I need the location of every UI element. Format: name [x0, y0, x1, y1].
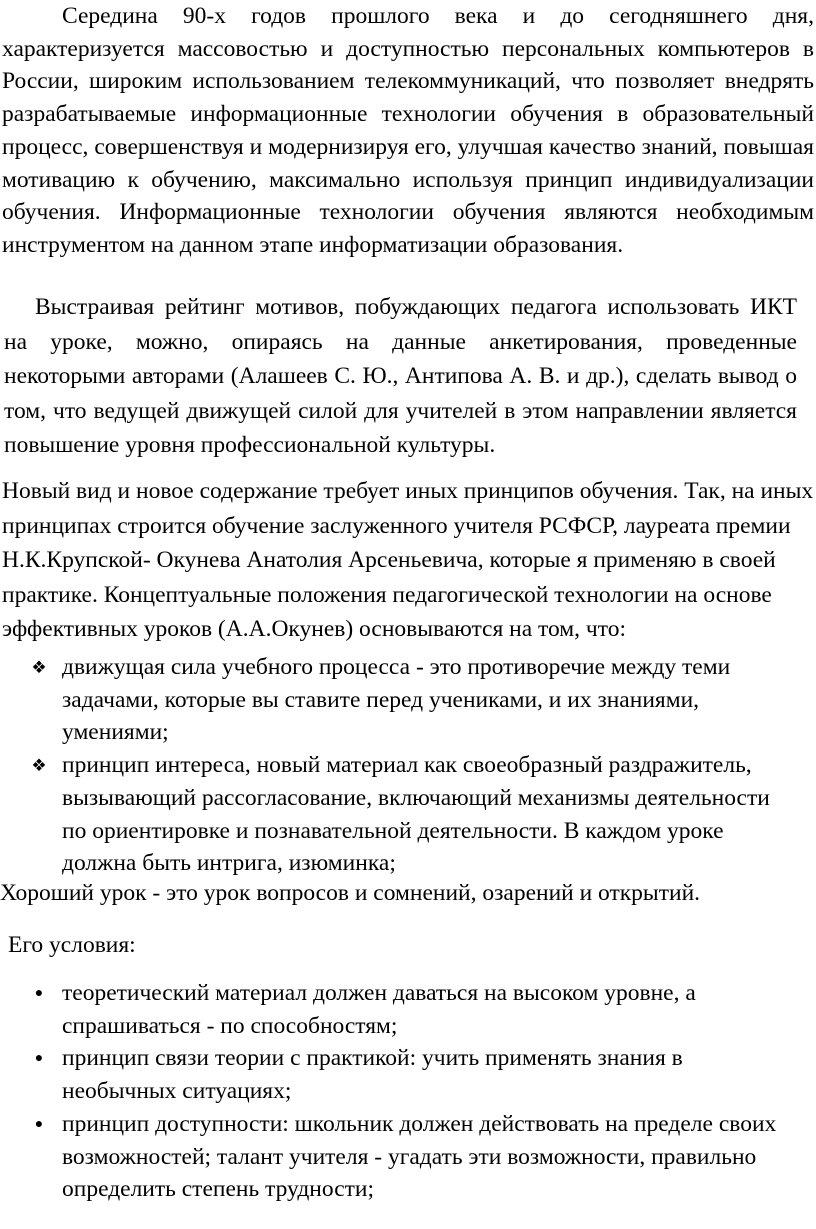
list-item	[26, 977, 786, 1042]
list-item-text: принцип связи теории с практикой: учить применять знания в необычных ситуациях;	[62, 1045, 683, 1105]
list-item	[26, 749, 786, 880]
paragraph-intro: Середина 90-х годов прошлого века и до сегодняшнего дня, характеризуется массовостью и доступностью персональных компьютеров в России, широким использованием телекоммуникаций, что позволяет внедрять разрабатываемые информационные технологии обучения в образовательный процесс, совершенствуя и модернизируя его, улучшая качество знаний, повышая мотивацию к обучению, максимально используя принцип индивидуализации обучения. Информационные технологии обучения являются необходимым инструментом на данном этапе информатизации образования.	[2, 3, 814, 258]
list-item	[26, 1108, 786, 1206]
list-item-text: принцип доступности: школьник должен действовать на пределе своих возможностей; талант учителя - угадать эти возможности, правильно определить степень трудности;	[62, 1110, 777, 1203]
list-item	[26, 1042, 786, 1107]
list-item	[26, 651, 786, 749]
paragraph-good-lesson: Хороший урок - это урок вопросов и сомнений, озарений и открытий.	[0, 880, 701, 906]
list-item-text: теоретический материал должен даваться на высоком уровне, а спрашиваться - по способностям;	[62, 980, 696, 1039]
bullet-dot-icon: ●	[34, 986, 44, 1001]
diamond-bullet-icon: ❖	[31, 756, 47, 776]
paragraph-principles: Новый вид и новое содержание требует иных принципов обучения. Так, на иных принципах строится обучение заслуженного учителя РСФСР, лауреата премии Н.К.Крупской- Окунева Анатолия Арсеньевича, которые я применяю в своей практике. Концептуальные положения педагогической технологии на основе эффективных уроков (А.А.Окунев) основываются на том, что:	[2, 478, 814, 642]
paragraph-motives: Выстраивая рейтинг мотивов, побуждающих педагога использовать ИКТ на уроке, можно, опираясь на данные анкетирования, проведенные некоторыми авторами (Алашеев С. Ю., Антипова А. В. и др.), сделать вывод о том, что ведущей движущей силой для учителей в этом направлении является повышение уровня профессиональной культуры.	[4, 294, 797, 458]
list-item-text: движущая сила учебного процесса - это противоречие между теми задачами, которые вы ставите перед учениками, и их знаниями, умениями;	[62, 654, 731, 746]
bullet-dot-icon: ●	[34, 1116, 44, 1132]
paragraph-conditions-heading: Его условия:	[8, 932, 136, 958]
principles-list	[26, 651, 786, 880]
list-item-text: принцип интереса, новый материал как своеобразный раздражитель, вызывающий рассогласование, включающий механизмы деятельности по ориентировке и познавательной деятельности. В каждом уроке должна быть интрига, изюминка;	[62, 752, 770, 877]
bullet-dot-icon: ●	[34, 1051, 44, 1067]
conditions-list	[26, 977, 786, 1206]
diamond-bullet-icon: ❖	[31, 658, 47, 677]
